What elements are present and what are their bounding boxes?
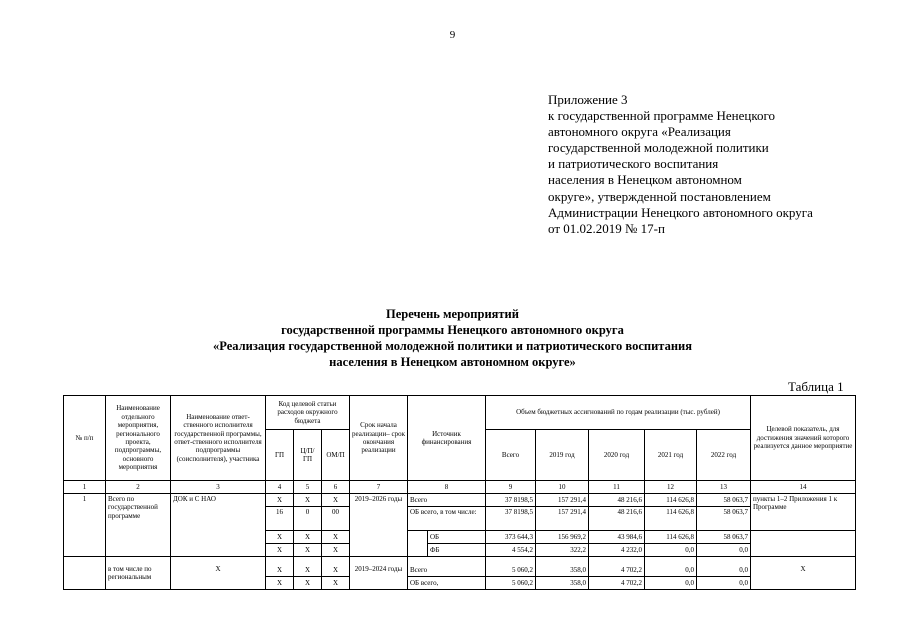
cell-2021: 0,0: [645, 544, 697, 557]
cell-2022: 58 063,7: [697, 531, 751, 544]
title-line: Перечень мероприятий: [386, 307, 519, 321]
target-blank: [751, 531, 856, 557]
cell-2021: 114 626,8: [645, 507, 697, 531]
cell-2020: 43 984,6: [589, 531, 645, 544]
source-indent: [408, 531, 428, 557]
appendix-line: округе», утвержденной постановлением: [548, 188, 771, 204]
row-number: [64, 564, 106, 590]
cell-2020: 4 702,2: [589, 577, 645, 590]
spacer-cell: [266, 557, 294, 564]
cell-total: 373 644,3: [486, 531, 536, 544]
cell-2022: 0,0: [697, 577, 751, 590]
spacer-cell: [589, 557, 645, 564]
cell-2019: 322,2: [536, 544, 589, 557]
header-code-group: Код целевой статьи расходов окружного бюджета: [266, 396, 350, 430]
cell-cp: 0: [294, 507, 322, 531]
spacer-cell: [322, 557, 350, 564]
row-target: Х: [751, 564, 856, 590]
appendix-line: Администрации Ненецкого автономного округа: [548, 204, 813, 220]
cell-total: 5 060,2: [486, 577, 536, 590]
col-number: 9: [486, 481, 536, 494]
cell-source: Всего: [408, 564, 486, 577]
spacer-cell: [486, 557, 536, 564]
cell-gp: Х: [266, 577, 294, 590]
header-target: Целевой показатель, для достижения значений которого реализуется данное мероприятие: [751, 396, 856, 481]
header-total: Всего: [486, 430, 536, 481]
cell-gp: Х: [266, 564, 294, 577]
cell-source: ОБ: [428, 531, 486, 544]
appendix-line: к государственной программе Ненецкого: [548, 108, 776, 124]
spacer-cell: [106, 557, 171, 564]
cell-2021: 114 626,8: [645, 494, 697, 507]
row-name: Всего по государственной программе: [106, 494, 171, 557]
spacer-cell: [350, 557, 408, 564]
cell-gp: Х: [266, 531, 294, 544]
cell-2022: 0,0: [697, 564, 751, 577]
cell-cp: Х: [294, 494, 322, 507]
cell-2019: 358,0: [536, 577, 589, 590]
header-name: Наименование отдельного мероприятия, регионального проекта, подпрограммы, основного мероприятия: [106, 396, 171, 481]
table-row: [64, 494, 856, 507]
header-num: № п/п: [64, 396, 106, 481]
spacer-cell: [294, 557, 322, 564]
cell-2019: 358,0: [536, 564, 589, 577]
cell-2020: 4 702,2: [589, 564, 645, 577]
row-period: 2019–2026 годы: [350, 494, 408, 557]
col-number: 12: [645, 481, 697, 494]
spacer-cell: [171, 557, 266, 564]
col-number: 13: [697, 481, 751, 494]
table-label: Таблица 1: [788, 379, 844, 394]
appendix-line: автономного округа «Реализация: [548, 124, 731, 140]
cell-source: ОБ всего, в том числе:: [408, 507, 486, 531]
cell-2019: 157 291,4: [536, 494, 589, 507]
header-responsible: Наименование ответ-ственного исполнителя государственной программы, ответ-ственного исполнителя подпрограммы (соисполнителя), участника: [171, 396, 266, 481]
measures-table: [63, 395, 856, 590]
cell-total: 5 060,2: [486, 564, 536, 577]
cell-2020: 48 216,6: [589, 494, 645, 507]
cell-gp: Х: [266, 544, 294, 557]
cell-om: Х: [322, 494, 350, 507]
appendix-line: и патриотического воспитания: [548, 156, 719, 172]
cell-source: Всего: [408, 494, 486, 507]
cell-2019: 156 969,2: [536, 531, 589, 544]
col-number: 8: [408, 481, 486, 494]
col-number: 6: [322, 481, 350, 494]
spacer-cell: [64, 557, 106, 564]
header-gp: ГП: [266, 430, 294, 481]
cell-total: 4 554,2: [486, 544, 536, 557]
col-number: 5: [294, 481, 322, 494]
appendix-block: [548, 92, 878, 237]
cell-gp: Х: [266, 494, 294, 507]
col-number: 10: [536, 481, 589, 494]
row-responsible: ДОК и С НАО: [171, 494, 266, 557]
col-number: 14: [751, 481, 856, 494]
cell-source: ОБ всего,: [408, 577, 486, 590]
cell-gp: 16: [266, 507, 294, 531]
col-number: 4: [266, 481, 294, 494]
appendix-line: от 01.02.2019 № 17-п: [548, 220, 665, 236]
header-cp: Ц/П/ГП: [294, 430, 322, 481]
cell-cp: Х: [294, 544, 322, 557]
cell-2021: 0,0: [645, 564, 697, 577]
cell-total: 37 8198,5: [486, 507, 536, 531]
header-period: Срок начала реализации– срок окончания реализации: [350, 396, 408, 481]
cell-2020: 4 232,0: [589, 544, 645, 557]
col-number: 7: [350, 481, 408, 494]
spacer-cell: [408, 557, 486, 564]
spacer-row: [64, 557, 856, 564]
appendix-line: государственной молодежной политики: [548, 140, 769, 156]
cell-2022: 58 063,7: [697, 494, 751, 507]
column-number-row: [64, 481, 856, 494]
appendix-line: Приложение 3: [548, 92, 628, 107]
spacer-cell: [751, 557, 856, 564]
cell-om: Х: [322, 577, 350, 590]
row-name: в том числе по региональным: [106, 564, 171, 590]
cell-om: Х: [322, 544, 350, 557]
row-period: 2019–2024 годы: [350, 564, 408, 590]
col-number: 3: [171, 481, 266, 494]
header-2021: 2021 год: [645, 430, 697, 481]
header-om: ОМ/П: [322, 430, 350, 481]
header-2019: 2019 год: [536, 430, 589, 481]
header-2020: 2020 год: [589, 430, 645, 481]
cell-source: ФБ: [428, 544, 486, 557]
spacer-cell: [536, 557, 589, 564]
page-number: 9: [449, 29, 456, 41]
header-source: Источник финансирования: [408, 396, 486, 481]
cell-om: 00: [322, 507, 350, 531]
document-title: [0, 306, 905, 370]
appendix-line: населения в Ненецком автономном: [548, 172, 742, 188]
cell-2021: 114 626,8: [645, 531, 697, 544]
cell-cp: Х: [294, 564, 322, 577]
cell-om: Х: [322, 531, 350, 544]
title-line: государственной программы Ненецкого автономного округа: [281, 323, 624, 337]
cell-2022: 0,0: [697, 544, 751, 557]
spacer-cell: [645, 557, 697, 564]
col-number: 11: [589, 481, 645, 494]
cell-cp: Х: [294, 577, 322, 590]
row-number: 1: [64, 494, 106, 557]
table-row: [64, 564, 856, 577]
header-volume-group: Объем бюджетных ассигнований по годам реализации (тыс. рублей): [486, 396, 751, 430]
cell-2021: 0,0: [645, 577, 697, 590]
title-line: «Реализация государственной молодежной политики и патриотического воспитания: [212, 339, 693, 353]
cell-cp: Х: [294, 531, 322, 544]
cell-2019: 157 291,4: [536, 507, 589, 531]
header-2022: 2022 год: [697, 430, 751, 481]
title-line: населения в Ненецком автономном округе»: [329, 355, 576, 369]
row-target: пункты 1–2 Приложения 1 к Программе: [751, 494, 856, 531]
cell-2020: 48 216,6: [589, 507, 645, 531]
col-number: 2: [106, 481, 171, 494]
spacer-cell: [697, 557, 751, 564]
cell-2022: 58 063,7: [697, 507, 751, 531]
cell-total: 37 8198,5: [486, 494, 536, 507]
cell-om: Х: [322, 564, 350, 577]
col-number: 1: [64, 481, 106, 494]
row-responsible: Х: [171, 564, 266, 590]
